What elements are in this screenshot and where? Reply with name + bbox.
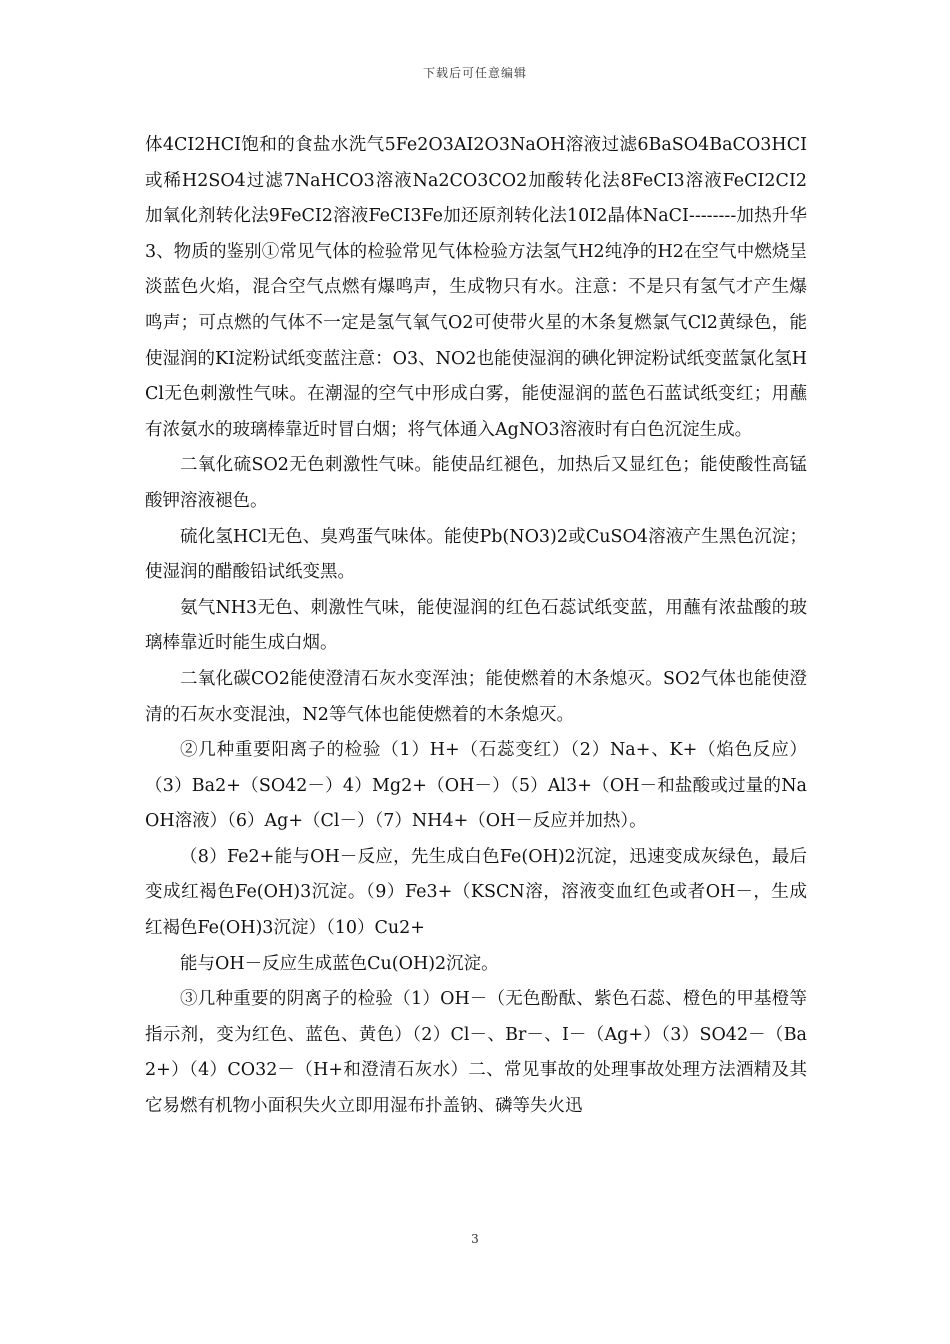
page-header: 下载后可任意编辑 xyxy=(422,66,527,80)
paragraph-8: 能与OH－反应生成蓝色Cu(OH)2沉淀。 xyxy=(180,953,499,974)
paragraph-1: 体4CI2HCI饱和的食盐水洗气5Fe2O3AI2O3NaOH溶液过滤6BaSO4BaCO3HCI或稀H2SO4过滤7NaHCO3溶液Na2CO3CO2加酸转化法8FeCI3溶液FeCI2CI2加氧化剂转化法9FeCI2溶液FeCI3Fe加还原剂转化法10I2晶体NaCI--------加热升华3、物质的鉴别①常见气体的检验常见气体检验方法氢气H2纯净的H2在空气中燃烧呈淡蓝色火焰，混合空气点燃有爆鸣声，生成物只有水。注意：不是只有氢气才产生爆鸣声；可点燃的气体不一定是氢气氧气O2可使带火星的木条复燃氯气Cl2黄绿色，能使湿润的KI淀粉试纸变蓝注意：O3、NO2也能使湿润的碘化钾淀粉试纸变蓝氯化氢HCl无色刺激性气味。在潮湿的空气中形成白雾，能使湿润的蓝色石蓝试纸变红；用蘸有浓氨水的玻璃棒靠近时冒白烟；将气体通入AgNO3溶液时有白色沉淀生成。 xyxy=(145,135,807,440)
paragraph-6: ②几种重要阳离子的检验（1）H+（石蕊变红）（2）Na+、K+（焰色反应）（3）Ba2+（SO42－）4）Mg2+（OH－）（5）Al3+（OH－和盐酸或过量的NaOH溶液）（6）Ag+（Cl－）（7）NH4+（OH－反应并加热）。 xyxy=(145,740,807,832)
paragraph-4: 氨气NH3无色、刺激性气味，能使湿润的红色石蕊试纸变蓝，用蘸有浓盐酸的玻璃棒靠近时能生成白烟。 xyxy=(145,597,807,654)
paragraph-5: 二氧化碳CO2能使澄清石灰水变浑浊；能使燃着的木条熄灭。SO2气体也能使澄清的石灰水变混浊，N2等气体也能使燃着的木条熄灭。 xyxy=(145,668,807,725)
paragraph-2: 二氧化硫SO2无色刺激性气味。能使品红褪色，加热后又显红色；能使酸性高锰酸钾溶液褪色。 xyxy=(145,455,807,511)
paragraph-9: ③几种重要的阴离子的检验（1）OH－（无色酚酞、紫色石蕊、橙色的甲基橙等指示剂，变为红色、蓝色、黄色）（2）Cl－、Br－、I－（Ag+）（3）SO42－（Ba2+）（4）CO32－（H+和澄清石灰水）二、常见事故的处理事故处理方法酒精及其它易燃有机物小面积失火立即用湿布扑盖钠、磷等失火迅 xyxy=(145,989,807,1117)
paragraph-7: （8）Fe2+能与OH－反应，先生成白色Fe(OH)2沉淀，迅速变成灰绿色，最后变成红褐色Fe(OH)3沉淀。（9）Fe3+（KSCN溶，溶液变血红色或者OH－，生成红褐色Fe(OH)3沉淀）（10）Cu2+ xyxy=(145,846,807,939)
page-number: 3 xyxy=(471,1232,479,1246)
paragraph-3: 硫化氢HCl无色、臭鸡蛋气味体。能使Pb(NO3)2或CuSO4溶液产生黑色沉淀；使湿润的醋酸铅试纸变黑。 xyxy=(145,526,807,583)
document-body xyxy=(145,128,807,1125)
